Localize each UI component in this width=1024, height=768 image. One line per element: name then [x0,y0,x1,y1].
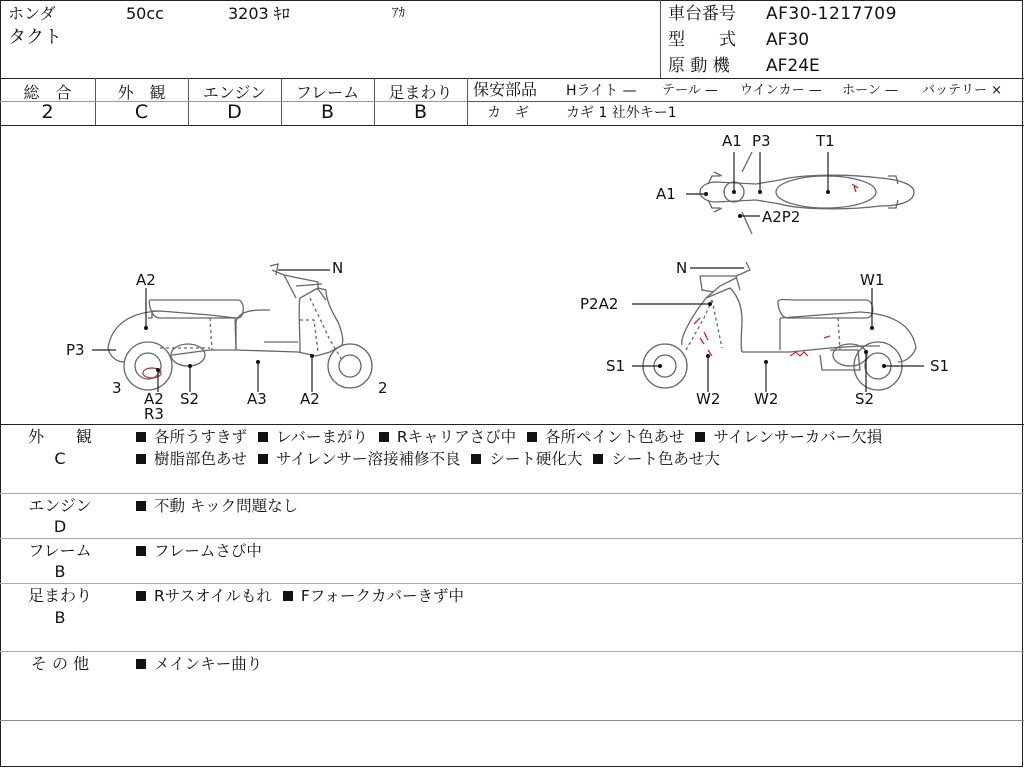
suspension-grade-label: 足まわり [388,83,453,102]
left-label-a3: A3 [247,390,267,408]
left-label-a2-wheel: A2 [144,390,164,408]
exterior-remarks-grade: C [54,449,66,468]
remark-item: シート硬化大 [489,450,583,468]
frame-remarks-line1 [136,540,1016,562]
exterior-remarks-line1 [136,426,1016,448]
suspension-grade: B [413,101,428,123]
left-label-p3: P3 [66,341,85,359]
right-label-w2-a: W2 [696,390,721,408]
overall-grade: 2 [41,101,54,123]
damage-diagram [0,126,1024,424]
remark-item: Rキャリアさび中 [396,428,517,446]
type-value: AF30 [766,30,810,50]
top-label-a1-front: A1 [656,185,676,203]
top-label-a1: A1 [722,132,742,150]
overall-label: 総 合 [23,83,72,102]
type-label: 型 式 [668,30,736,50]
engine-value: AF24E [766,56,820,76]
suspension-remarks-line1 [136,585,1016,607]
frame-grade-label: フレーム [295,83,360,102]
engine-grade-label: エンジン [202,83,267,102]
remarks-divider [0,651,1024,652]
remark-item: サイレンサー溶接補修不良 [275,450,461,468]
top-label-a2p2: A2P2 [762,208,801,226]
safety-parts-label: 保安部品 [473,80,538,99]
remarks-divider [0,583,1024,584]
right-label-n: N [676,259,688,277]
key-label: カ ギ [487,105,529,121]
suspension-remarks-grade: B [54,608,66,627]
tail-status: テール — [662,83,718,98]
left-label-s2: S2 [180,390,200,408]
key-value: カギ 1 社外キー1 [566,105,677,121]
engine-remarks-grade: D [53,517,67,536]
winker-status: ウインカー — [740,83,822,98]
horn-status: ホーン — [842,83,898,98]
remark-item: 不動 キック問題なし [154,497,299,515]
remark-item: 各所うすきず [154,428,248,446]
displacement: 50cc [126,4,164,23]
engine-grade: D [227,101,242,123]
left-label-3: 3 [112,379,122,397]
left-label-n: N [332,259,344,277]
model-name: タクト [8,27,62,48]
remarks-divider [0,538,1024,539]
maker: ホンダ [8,4,56,23]
color: ｱｶ [392,6,405,21]
right-label-w1: W1 [860,271,885,289]
exterior-grade: C [134,101,149,123]
grade-divider [467,78,468,126]
header-bottom-line [0,78,1024,79]
engine-remarks-title: エンジン [28,496,92,515]
exterior-remarks-line2 [136,448,1016,470]
diagram-bottom-line [0,424,1024,425]
remark-item: シート色あせ大 [611,450,720,468]
right-label-s1-front: S1 [606,357,626,375]
remark-item: Fフォークカバーきず中 [300,587,464,605]
remark-item: Rサスオイルもれ [154,587,272,605]
other-remarks-line1 [136,653,1016,675]
left-label-r3: R3 [144,405,164,423]
exterior-remarks-title: 外 観 [27,427,92,446]
engine-label: 原 動 機 [668,56,730,76]
remarks-divider [0,493,1024,494]
scooter-top-view [700,152,914,234]
top-label-t1: T1 [816,132,835,150]
right-label-p2a2: P2A2 [580,295,619,313]
top-label-p3: P3 [752,132,771,150]
suspension-remarks-title: 足まわり [27,586,92,605]
exterior-label: 外 観 [117,83,166,102]
engine-remarks-line1 [136,495,1016,517]
left-label-a2-bottom: A2 [300,390,320,408]
frame-grade: B [320,101,335,123]
right-label-s1-rear: S1 [930,357,950,375]
frame-remarks-title: フレーム [28,541,92,560]
remark-item: レバーまがり [275,428,368,446]
right-label-w2-b: W2 [754,390,779,408]
header-divider [660,0,661,78]
remark-item: フレームさび中 [154,542,262,560]
right-label-s2: S2 [855,390,875,408]
remark-item: サイレンサーカバー欠損 [713,428,883,446]
safety-mid-line [467,101,1024,102]
left-label-2: 2 [378,379,388,397]
remark-item: メインキー曲り [154,655,263,673]
battery-status: バッテリー × [922,83,1003,98]
left-label-a2: A2 [136,271,156,289]
remarks-divider [0,720,1024,721]
remark-item: 各所ペイント色あせ [545,428,685,446]
other-remarks-title: そ の 他 [30,654,90,673]
headlight-status: Hライト — [566,83,637,99]
frame-no-label: 車台番号 [668,4,736,24]
frame-no: AF30-1217709 [766,4,897,24]
mileage: 3203 ｷﾛ [228,4,290,23]
remark-item: 樹脂部色あせ [154,450,248,468]
frame-remarks-grade: B [54,562,66,581]
